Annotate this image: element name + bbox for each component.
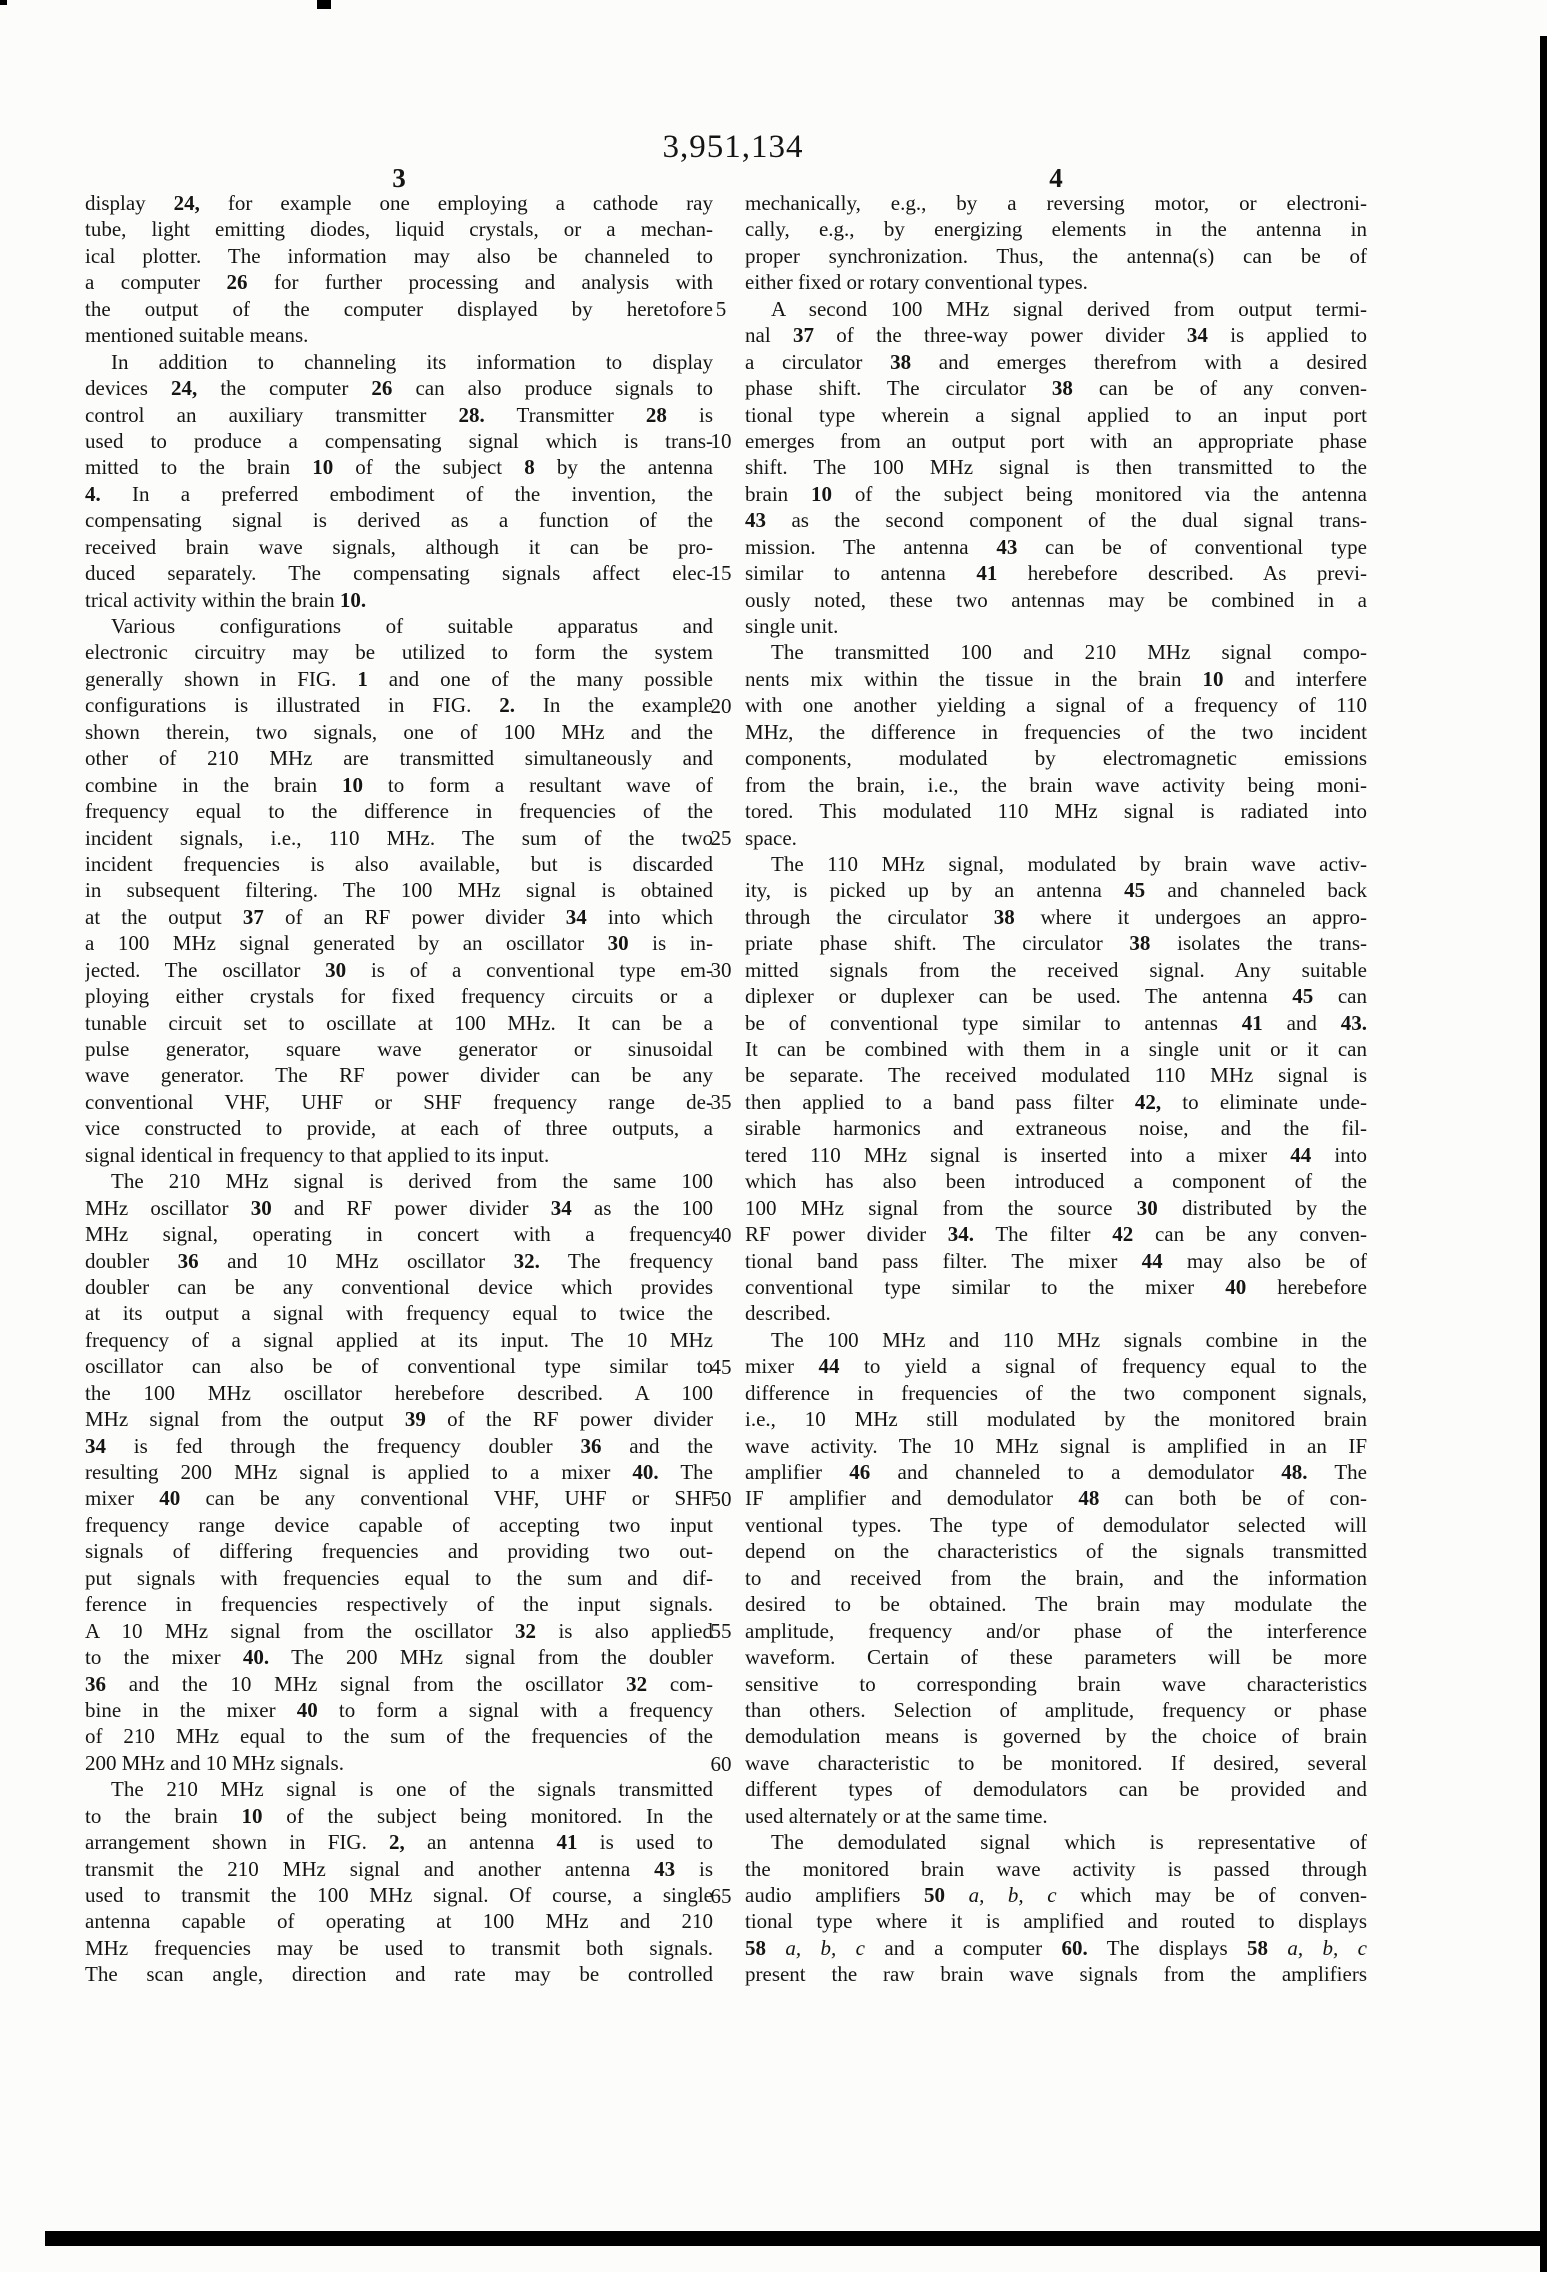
text-line: ventional types. The type of demodulator selected will [745, 1512, 1367, 1537]
text-line: tered 110 MHz signal is inserted into a mixer 44 into [745, 1142, 1367, 1167]
text-line: MHz, the difference in frequencies of the two incident [745, 719, 1367, 744]
text-line: shown therein, two signals, one of 100 MHz and the [85, 719, 713, 744]
text-line: mitted signals from the received signal. Any suitable [745, 957, 1367, 982]
text-line: oscillator can also be of conventional type similar to [85, 1354, 713, 1379]
text-line: trical activity within the brain 10. [85, 587, 367, 612]
text-line: control an auxiliary transmitter 28. Transmitter 28 is [85, 402, 713, 427]
text-line: A 10 MHz signal from the oscillator 32 is also applied [85, 1618, 713, 1643]
text-line: pulse generator, square wave generator or sinusoidal [85, 1037, 713, 1061]
text-line: wave generator. The RF power divider can be any [85, 1063, 713, 1088]
text-line: mentioned suitable means. [85, 323, 309, 348]
text-line: ical plotter. The information may also be channeled to [85, 243, 713, 268]
text-line: brain 10 of the subject being monitored via the antenna [745, 481, 1367, 506]
text-line: mission. The antenna 43 can be of conventional type [745, 534, 1367, 559]
text-line: jected. The oscillator 30 is of a conventional type em- [85, 957, 713, 982]
text-line: i.e., 10 MHz still modulated by the monitored brain [745, 1407, 1367, 1432]
text-line: ference in frequencies respectively of the input signals. [85, 1592, 713, 1617]
text-line: conventional VHF, UHF or SHF frequency range de- [85, 1089, 713, 1114]
text-line: wave characteristic to be monitored. If desired, several [745, 1750, 1367, 1775]
text-line: It can be combined with them in a single unit or it can [745, 1037, 1367, 1061]
text-line: The scan angle, direction and rate may be controlled [85, 1962, 713, 1987]
text-line: arrangement shown in FIG. 2, an antenna 41 is used to [85, 1830, 713, 1855]
text-line: transmit the 210 MHz signal and another antenna 43 is [85, 1856, 713, 1881]
text-line: combine in the brain 10 to form a resultant wave of [85, 772, 713, 797]
line-number: 50 [710, 1487, 732, 1512]
text-line: shift. The 100 MHz signal is then transmitted to the [745, 455, 1367, 480]
line-number: 20 [710, 693, 732, 718]
text-line: nents mix within the tissue in the brain 10 and interfere [745, 666, 1367, 691]
text-line: wave activity. The 10 MHz signal is amplified in an IF [745, 1433, 1367, 1458]
text-line: IF amplifier and demodulator 48 can both be of con- [745, 1486, 1367, 1511]
text-line: other of 210 MHz are transmitted simultaneously and [85, 746, 713, 771]
text-line: The 210 MHz signal is derived from the same 100 [111, 1169, 713, 1194]
text-line: The demodulated signal which is representative of [771, 1830, 1367, 1855]
text-line: frequency range device capable of accepting two input [85, 1512, 713, 1537]
text-line: tunable circuit set to oscillate at 100 MHz. It can be a [85, 1010, 713, 1035]
text-line: RF power divider 34. The filter 42 can be any conven- [745, 1222, 1367, 1247]
line-number: 35 [710, 1090, 732, 1115]
text-line: The transmitted 100 and 210 MHz signal compo- [771, 640, 1367, 665]
scan-artifact-right-bar [1540, 36, 1547, 2272]
line-number: 5 [715, 296, 727, 321]
text-line: through the circulator 38 where it undergoes an appro- [745, 904, 1367, 929]
text-line: with one another yielding a signal of a frequency of 110 [745, 693, 1367, 718]
text-line: signal identical in frequency to that applied to its input. [85, 1142, 550, 1167]
text-line: to the mixer 40. The 200 MHz signal from the doubler [85, 1645, 713, 1670]
text-line: depend on the characteristics of the signals transmitted [745, 1539, 1367, 1564]
text-line: a computer 26 for further processing and analysis with [85, 270, 713, 295]
text-line: 4. In a preferred embodiment of the invention, the [85, 481, 713, 506]
text-line: vice constructed to provide, at each of three outputs, a [85, 1116, 713, 1141]
text-line: the monitored brain wave activity is passed through [745, 1856, 1367, 1881]
text-line: at its output a signal with frequency equal to twice the [85, 1301, 713, 1326]
line-number: 40 [710, 1222, 732, 1247]
text-line: which has also been introduced a component of the [745, 1169, 1367, 1194]
line-number: 10 [710, 429, 732, 454]
text-line: different types of demodulators can be provided and [745, 1777, 1367, 1802]
text-line: The 210 MHz signal is one of the signals transmitted [111, 1777, 713, 1802]
text-line: MHz signal from the output 39 of the RF power divider [85, 1407, 713, 1432]
text-line: diplexer or duplexer can be used. The antenna 45 can [745, 984, 1367, 1009]
line-number: 30 [710, 958, 732, 983]
text-line: similar to antenna 41 herebefore described. As previ- [745, 561, 1367, 586]
gutter-line-numbers [698, 190, 744, 2000]
text-line: in subsequent filtering. The 100 MHz signal is obtained [85, 878, 713, 903]
text-line: tored. This modulated 110 MHz signal is radiated into [745, 799, 1367, 824]
text-line: incident signals, i.e., 110 MHz. The sum of the two [85, 825, 713, 850]
text-line: frequency equal to the difference in frequencies of the [85, 799, 713, 824]
text-line: display 24, for example one employing a cathode ray [85, 191, 713, 215]
text-line: priate phase shift. The circulator 38 isolates the trans- [745, 931, 1367, 956]
text-line: ity, is picked up by an antenna 45 and channeled back [745, 878, 1367, 903]
patent-number: 3,951,134 [662, 129, 804, 165]
text-line: 100 MHz signal from the source 30 distributed by the [745, 1195, 1367, 1220]
text-line: doubler 36 and 10 MHz oscillator 32. The frequency [85, 1248, 713, 1273]
text-line: frequency of a signal applied at its input. The 10 MHz [85, 1327, 713, 1352]
text-line: 34 is fed through the frequency doubler 36 and the [85, 1433, 713, 1458]
right-column-text [745, 190, 1367, 1988]
scan-artifact-corner-mark [0, 0, 7, 5]
line-number: 55 [710, 1619, 732, 1644]
text-line: sensitive to corresponding brain wave characteristics [745, 1671, 1367, 1696]
text-line: mixer 44 to yield a signal of frequency equal to the [745, 1354, 1367, 1379]
text-line: sirable harmonics and extraneous noise, and the fil- [745, 1116, 1367, 1141]
line-number: 25 [710, 825, 732, 850]
text-line: the output of the computer displayed by heretofore [85, 296, 713, 321]
text-line: used to produce a compensating signal which is trans- [85, 428, 713, 453]
text-line: audio amplifiers 50 a, b, c which may be of conven- [745, 1883, 1367, 1907]
text-line: electronic circuitry may be utilized to form the system [85, 640, 713, 665]
line-number: 45 [710, 1354, 732, 1379]
text-line: The 110 MHz signal, modulated by brain wave activ- [771, 851, 1367, 876]
text-line: duced separately. The compensating signals affect elec- [85, 561, 713, 586]
text-line: used to transmit the 100 MHz signal. Of course, a single [85, 1883, 713, 1907]
text-line: space. [745, 825, 797, 850]
text-line: a circulator 38 and emerges therefrom with a desired [745, 349, 1367, 374]
scan-artifact-bottom-bar [45, 2231, 1547, 2246]
text-line: incident frequencies is also available, but is discarded [85, 851, 713, 876]
text-line: used alternately or at the same time. [745, 1803, 1048, 1828]
column-number-right: 4 [1049, 163, 1063, 193]
text-line: 36 and the 10 MHz signal from the oscillator 32 com- [85, 1671, 713, 1696]
left-column-text [85, 190, 713, 1988]
text-line: antenna capable of operating at 100 MHz and 210 [85, 1909, 713, 1934]
text-line: a 100 MHz signal generated by an oscillator 30 is in- [85, 931, 713, 956]
text-line: proper synchronization. Thus, the antenna(s) can be of [745, 243, 1367, 268]
text-line: emerges from an output port with an appropriate phase [745, 428, 1367, 453]
text-line: nal 37 of the three-way power divider 34 is applied to [745, 323, 1367, 348]
text-line: tional band pass filter. The mixer 44 may also be of [745, 1248, 1367, 1273]
text-line: cally, e.g., by energizing elements in the antenna in [745, 217, 1367, 242]
text-line: A second 100 MHz signal derived from output termi- [771, 296, 1367, 321]
text-line: of 210 MHz equal to the sum of the frequencies of the [85, 1724, 713, 1749]
text-line: MHz signal, operating in concert with a frequency [85, 1222, 713, 1247]
text-line: to the brain 10 of the subject being monitored. In the [85, 1803, 713, 1828]
scan-artifact-top-blob [317, 0, 331, 9]
line-number: 65 [710, 1883, 732, 1908]
text-line: received brain wave signals, although it can be pro- [85, 534, 713, 559]
text-line: at the output 37 of an RF power divider 34 into which [85, 904, 713, 929]
text-line: tional type where it is amplified and routed to displays [745, 1909, 1367, 1934]
text-line: desired to be obtained. The brain may modulate the [745, 1592, 1367, 1617]
text-line: phase shift. The circulator 38 can be of any conven- [745, 376, 1367, 401]
text-line: signals of differing frequencies and providing two out- [85, 1539, 713, 1564]
text-line: be separate. The received modulated 110 MHz signal is [745, 1063, 1367, 1088]
text-line: In addition to channeling its information to display [111, 349, 713, 374]
text-line: MHz frequencies may be used to transmit both signals. [85, 1935, 713, 1960]
text-line: present the raw brain wave signals from the amplifiers [745, 1962, 1367, 1987]
line-number: 60 [710, 1751, 732, 1776]
text-line: single unit. [745, 614, 839, 638]
line-number: 15 [710, 561, 732, 586]
text-line: described. [745, 1301, 831, 1326]
text-line: The 100 MHz and 110 MHz signals combine in the [771, 1327, 1367, 1352]
text-line: Various configurations of suitable apparatus and [111, 614, 713, 638]
text-line: either fixed or rotary conventional types. [745, 270, 1088, 295]
text-line: put signals with frequencies equal to the sum and dif- [85, 1565, 713, 1590]
text-line: mixer 40 can be any conventional VHF, UHF or SHF [85, 1486, 713, 1511]
text-line: then applied to a band pass filter 42, to eliminate unde- [745, 1089, 1367, 1114]
text-line: demodulation means is governed by the choice of brain [745, 1724, 1367, 1749]
text-line: waveform. Certain of these parameters will be more [745, 1645, 1367, 1670]
text-line: 200 MHz and 10 MHz signals. [85, 1750, 344, 1775]
text-line: 58 a, b, c and a computer 60. The displays 58 a, b, c [745, 1935, 1367, 1960]
text-line: components, modulated by electromagnetic emissions [745, 746, 1367, 771]
text-line: than others. Selection of amplitude, frequency or phase [745, 1697, 1367, 1722]
text-line: conventional type similar to the mixer 40 herebefore [745, 1274, 1367, 1299]
text-line: resulting 200 MHz signal is applied to a mixer 40. The [85, 1460, 713, 1484]
text-line: devices 24, the computer 26 can also produce signals to [85, 376, 713, 401]
text-line: to and received from the brain, and the information [745, 1565, 1367, 1590]
text-line: MHz oscillator 30 and RF power divider 34 as the 100 [85, 1195, 713, 1220]
text-line: from the brain, i.e., the brain wave activity being moni- [745, 772, 1367, 797]
text-line: compensating signal is derived as a function of the [85, 508, 713, 533]
text-line: the 100 MHz oscillator herebefore described. A 100 [85, 1380, 713, 1405]
text-line: be of conventional type similar to antennas 41 and 43. [745, 1010, 1367, 1035]
column-number-left: 3 [392, 163, 406, 193]
text-line: ously noted, these two antennas may be combined in a [745, 587, 1367, 612]
text-line: mitted to the brain 10 of the subject 8 by the antenna [85, 455, 713, 480]
text-line: tube, light emitting diodes, liquid crystals, or a mechan- [85, 217, 713, 242]
text-line: amplifier 46 and channeled to a demodulator 48. The [745, 1460, 1367, 1484]
text-line: generally shown in FIG. 1 and one of the many possible [85, 666, 713, 691]
text-line: ploying either crystals for fixed frequency circuits or a [85, 984, 713, 1009]
text-line: difference in frequencies of the two component signals, [745, 1380, 1367, 1405]
text-line: doubler can be any conventional device which provides [85, 1274, 713, 1299]
text-line: amplitude, frequency and/or phase of the interference [745, 1618, 1367, 1643]
text-line: tional type wherein a signal applied to an input port [745, 402, 1367, 427]
text-line: configurations is illustrated in FIG. 2. In the example [85, 693, 713, 718]
text-line: mechanically, e.g., by a reversing motor, or electroni- [745, 191, 1367, 215]
text-line: bine in the mixer 40 to form a signal with a frequency [85, 1697, 713, 1722]
text-line: 43 as the second component of the dual signal trans- [745, 508, 1367, 533]
